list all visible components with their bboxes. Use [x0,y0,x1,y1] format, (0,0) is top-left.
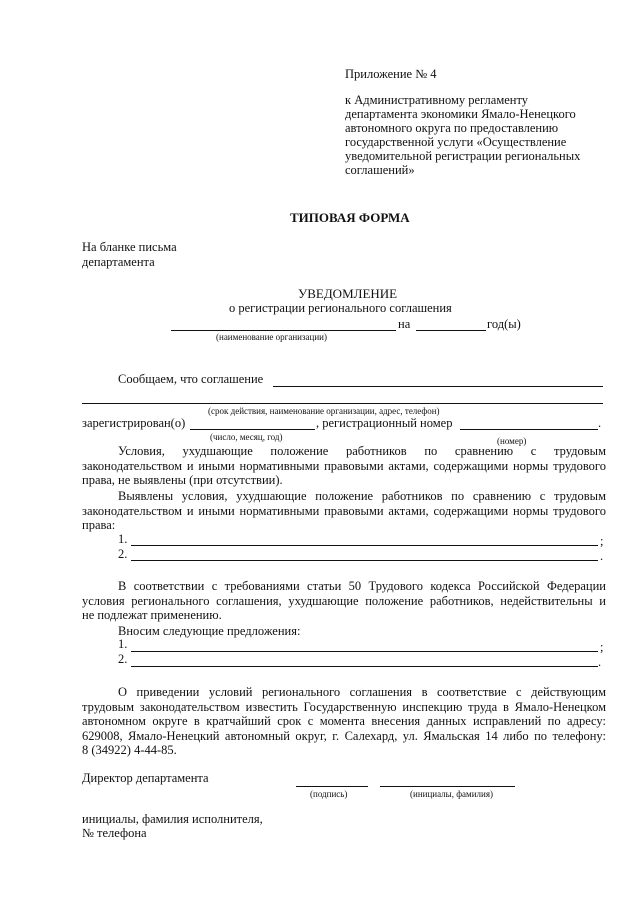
text-line: Условия, ухудшающие положение работников по сравнению с трудовым [118,444,606,458]
condition-item-2-line [131,560,598,561]
name-line [380,786,515,787]
text-line: не подлежат применению. [82,608,222,622]
text-line: автономном округе в кратчайший срок с момента внесения данных исправлений по адресу: [82,714,606,728]
letterhead-line: департамента [82,255,155,269]
text-line: законодательством и иными нормативными правовыми актами, содержащими нормы трудового [82,458,606,473]
date-caption: (число, месяц, год) [210,432,283,442]
notice-subtitle: о регистрации регионального соглашения [229,301,452,315]
agreement-line [273,386,603,387]
text-line: права: [82,518,116,532]
accordance-paragraph [82,579,606,623]
conditions-paragraph-1 [82,444,606,488]
year-line [416,330,486,331]
agreement-line-2 [82,403,603,404]
notice-na: на [398,317,411,331]
text-line: О приведении условий регионального соглашения в соответствие с действующим [118,685,606,699]
registered-label: зарегистрирован(о) [82,416,186,430]
sign-caption: (подпись) [310,789,348,799]
proposal-item-1-number: 1. [118,637,128,651]
text-line: 629008, Ямало-Ненецкий автономный округ, г. Салехард, ул. Ямальская 14 либо по телефону: [82,728,606,743]
term-caption: (срок действия, наименование организации, адрес, телефон) [208,406,440,416]
proposal-item-2-line [131,666,598,667]
text-line: условия регионального соглашения, ухудшающие положение работников, недействительны и [82,593,606,608]
text-line: 8 (34922) 4-44-85. [82,743,177,757]
condition-item-1-line [131,545,598,546]
number-line [460,429,598,430]
condition-item-1-semicolon: ; [600,534,604,548]
proposal-item-1-semicolon: ; [600,640,604,654]
proposal-item-1-line [131,651,598,652]
report-intro: Сообщаем, что соглашение [118,372,264,386]
notice-years: год(ы) [487,317,521,331]
appendix-line: автономного округа по предоставлению [345,121,559,135]
executor-line: № телефона [82,826,147,840]
bringing-paragraph [82,685,606,758]
text-line: Выявлены условия, ухудшающие положение работников по сравнению с трудовым [118,489,606,503]
letterhead-line: На бланке письма [82,240,177,254]
date-line [190,429,315,430]
name-caption: (инициалы, фамилия) [410,789,493,799]
proposal-item-2-dot: . [598,655,602,669]
text-line: В соответствии с требованиями статьи 50 Трудового кодекса Российской Федерации [118,579,606,593]
conditions-paragraph-2 [82,489,606,533]
proposals-intro: Вносим следующие предложения: [118,624,301,638]
executor-line: инициалы, фамилия исполнителя, [82,812,263,826]
appendix-line: департамента экономики Ямало-Ненецкого [345,107,576,121]
appendix-line: к Административному регламенту [345,93,529,107]
appendix-line: уведомительной регистрации региональных [345,149,581,163]
signature-line [296,786,368,787]
appendix-line: государственной услуги «Осуществление [345,135,567,149]
form-title: ТИПОВАЯ ФОРМА [290,210,410,225]
condition-item-2-number: 2. [118,547,128,561]
condition-item-2-dot: . [600,549,604,563]
appendix-title: Приложение № 4 [345,67,437,81]
appendix-line: соглашений» [345,163,415,177]
org-caption: (наименование организации) [216,332,327,342]
text-line: права, не выявлены (при отсутствии). [82,473,283,487]
text-line: трудовым законодательством известить Государственную инспекцию труда в Ямало-Ненецком [82,699,606,714]
reg-number-label: , регистрационный номер [316,416,453,430]
notice-title: УВЕДОМЛЕНИЕ [298,286,398,301]
proposal-item-2-number: 2. [118,652,128,666]
condition-item-1-number: 1. [118,532,128,546]
number-caption: (номер) [497,436,527,446]
text-line: законодательством и иными нормативными правовыми актами, содержащими нормы трудового [82,503,606,518]
org-name-line [171,330,396,331]
director-label: Директор департамента [82,771,209,785]
reg-dot: . [598,416,602,430]
